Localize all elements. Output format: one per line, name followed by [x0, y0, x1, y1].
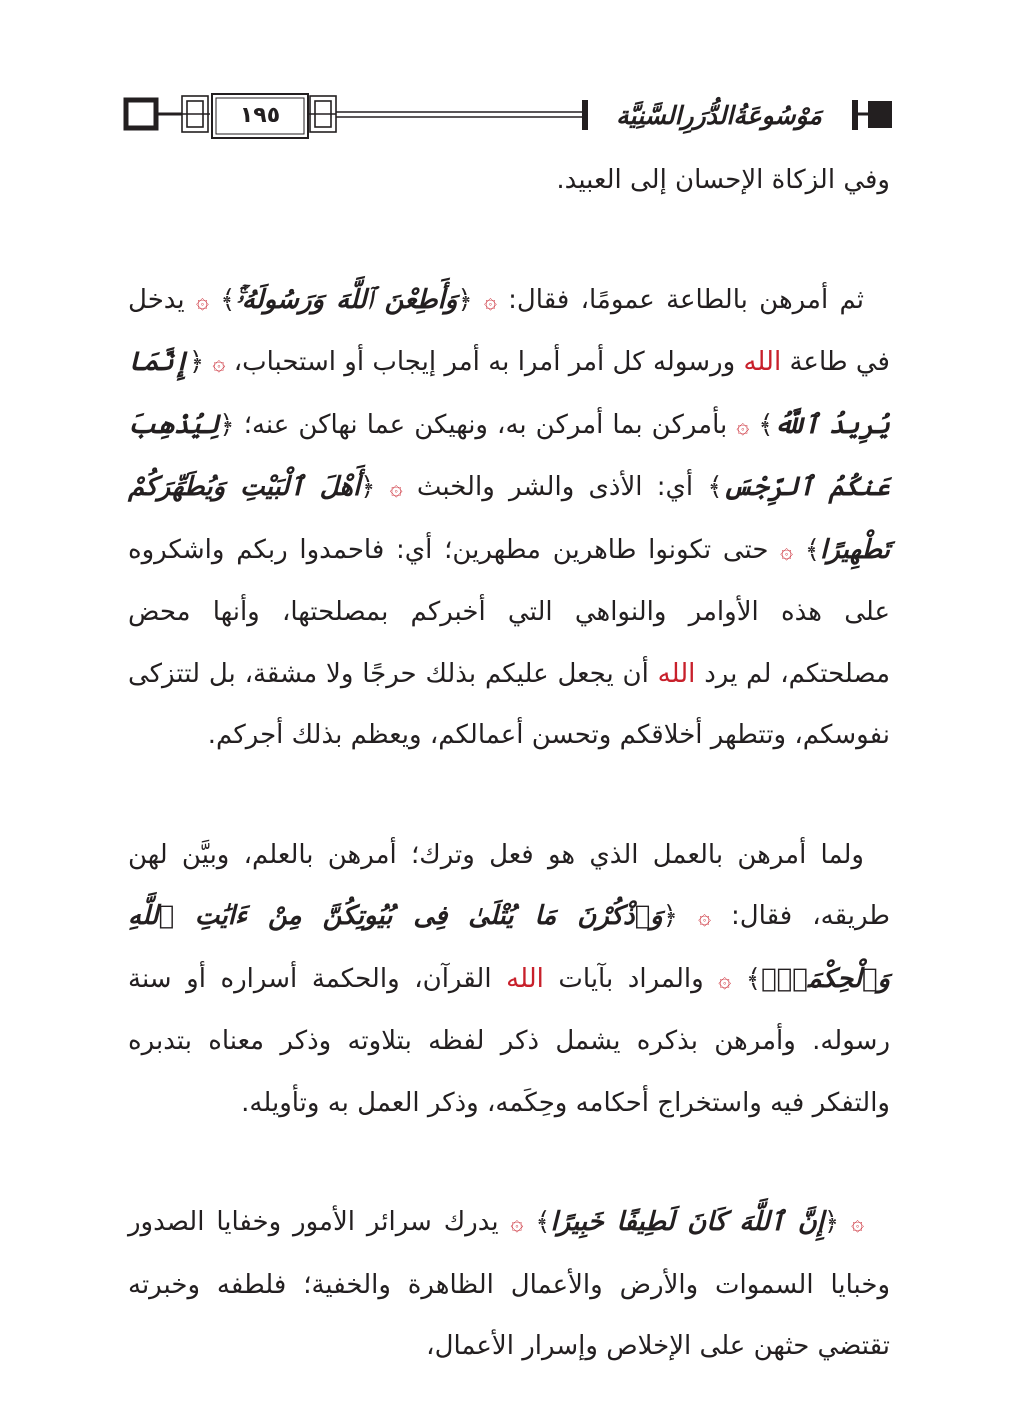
quran-open-bracket: ﴿	[457, 284, 473, 315]
paragraph-text: يدخل في طاعة	[128, 284, 890, 377]
quran-open-bracket: ﴿	[824, 1207, 840, 1237]
book-title: مَوْسُوعَةُالدُّرَرِالسَّنِيَّة	[616, 101, 822, 130]
paragraph-spacer	[128, 767, 890, 825]
quran-close-bracket: ﴾	[804, 534, 821, 565]
paragraph-text: حتى تكونوا طاهرين مطهرين؛ أي: فاحمدوا ربكم واشكروه على هذه الأوامر والنواهي التي أخبركم بمصلحتها، وأنها محض مصلحتكم، لم يرد	[128, 534, 890, 689]
quran-ornament-icon: ۞	[195, 288, 209, 314]
quran-ornament-icon: ۞	[510, 1211, 524, 1236]
quran-ornament-icon: ۞	[736, 413, 750, 439]
quran-verse: أَهْلَ ٱلْبَيْتِ وَيُطَهِّرَكُمْ تَطْهِيرًا	[128, 472, 890, 565]
hollow-square-marker	[126, 100, 156, 128]
paragraph-spacer	[128, 212, 890, 270]
title-bar-left	[582, 100, 588, 130]
page-header	[120, 90, 892, 142]
quran-close-bracket: ﴾	[535, 1207, 551, 1237]
fret-ornament-right	[308, 96, 336, 132]
paragraph-text: والمراد بآيات	[543, 963, 719, 994]
title-bar-right	[852, 100, 858, 130]
paragraph-text: أي: الأذى والشر والخبث	[402, 472, 708, 502]
quran-close-bracket: ﴾	[745, 963, 761, 994]
divine-name: الله	[506, 963, 544, 994]
paragraph-3	[128, 825, 890, 1135]
quran-ornament-icon: ۞	[212, 351, 226, 376]
paragraph-text: القرآن، والحكمة أسراره أو سنة رسوله. وأمرهن بذكره يشمل ذكر لفظه بتلاوته وذكر معناه بتدبره والتفكر فيه واستخراج أحكامه وحِكَمه، وذكر العمل به وتأويله.	[128, 963, 890, 1118]
quran-ornament-icon: ۞	[483, 288, 497, 314]
quran-open-bracket: ﴿	[662, 901, 678, 931]
page-body	[128, 150, 890, 1378]
quran-verse: وَأَطِعْنَ ٱللَّهَ وَرَسُولَهُۥٓۚ	[235, 284, 458, 315]
quran-verse: إِنَّمَا يُرِيدُ ٱللَّهُ	[128, 347, 890, 440]
quran-open-bracket: ﴿	[360, 472, 376, 502]
quran-open-bracket: ﴿	[219, 409, 235, 440]
paragraph-4	[128, 1192, 890, 1378]
paragraph-text: أن يجعل عليكم بذلك حرجًا ولا مشقة، بل لتتزكى نفوسكم، وتتطهر أخلاقكم وتحسن أعمالكم، ويعظم بذلك أجركم.	[128, 658, 890, 750]
quran-ornament-icon: ۞	[698, 905, 711, 930]
paragraph-text: يدرك سرائر الأمور وخفايا الصدور وخبايا السموات والأرض والأعمال الظاهرة والخفية؛ فلطفه وخبرته تقتضي حثهن على الإخلاص وإسرار الأعمال،	[128, 1207, 890, 1361]
divine-name: الله	[743, 347, 782, 377]
page-number: ١٩٥	[239, 103, 281, 128]
divine-name: الله	[657, 658, 696, 689]
quran-ornament-icon: ۞	[851, 1211, 865, 1236]
paragraph-text: وفي الزكاة الإحسان إلى العبيد.	[556, 165, 890, 195]
fret-ornament-left	[182, 96, 210, 132]
quran-close-bracket: ﴾	[707, 472, 723, 502]
quran-verse: لِيُذْهِبَ عَنكُمُ ٱلرِّجْسَ	[128, 409, 890, 502]
quran-close-bracket: ﴾	[220, 284, 236, 315]
paragraph-spacer	[128, 1134, 890, 1192]
paragraph-1	[128, 150, 890, 212]
paragraph-text: ثم أمرهن بالطاعة عمومًا، فقال:	[496, 284, 864, 315]
quran-ornament-icon: ۞	[389, 476, 403, 501]
quran-open-bracket: ﴿	[188, 347, 205, 377]
paragraph-text: ورسوله كل أمر أمرا به أمر إيجاب أو استحباب،	[225, 347, 744, 377]
quran-close-bracket: ﴾	[758, 409, 774, 440]
quran-ornament-icon: ۞	[718, 967, 732, 993]
paragraph-text: بأمركن بما أمركن به، ونهيكن عما نهاكن عنه؛	[234, 409, 737, 440]
filled-square-marker	[868, 101, 892, 128]
quran-verse: إِنَّ ٱللَّهَ كَانَ لَطِيفًا خَبِيرًا	[550, 1207, 825, 1237]
paragraph-2	[128, 270, 890, 767]
quran-ornament-icon: ۞	[780, 538, 794, 564]
paragraph-text: ولما أمرهن بالعمل الذي هو فعل وترك؛ أمرهن بالعلم، وبيَّن لهن طريقه، فقال:	[128, 839, 890, 931]
quran-verse: وَٱذْكُرْنَ مَا يُتْلَىٰ فِى بُيُوتِكُنَّ مِنْ ءَايَٰتِ ٱللَّهِ وَٱلْحِكْمَةِۚ	[128, 901, 890, 994]
